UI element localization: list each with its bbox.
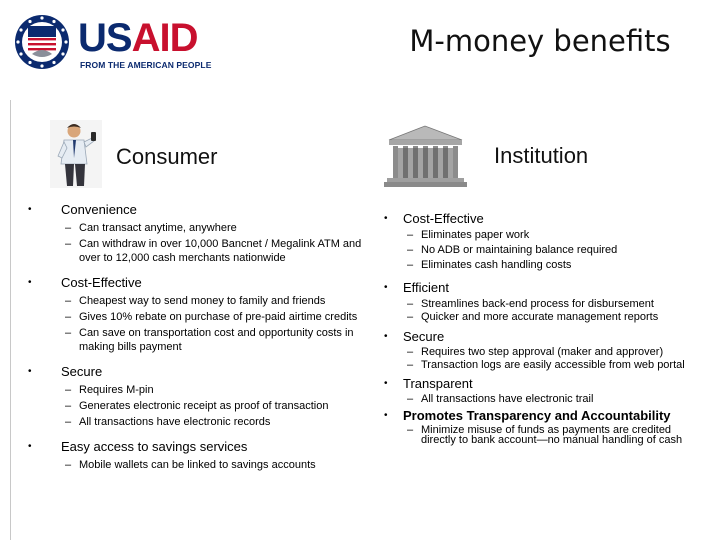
sub-list-item: – All transactions have electronic trail [407, 393, 594, 405]
consumer-benefits-list [28, 202, 368, 472]
sub-list-item: – Minimize misuse of funds as payments are credited directly to bank account—no manual handling of cash [407, 424, 683, 446]
sub-list-item: – Can save on transportation cost and opportunity costs in making bills payment [65, 327, 354, 353]
sub-list-item: – Gives 10% rebate on purchase of pre-paid airtime credits [65, 311, 358, 323]
sublist-wrapper [384, 297, 704, 324]
sublist-wrapper [28, 458, 368, 472]
usaid-seal-icon [14, 14, 70, 70]
bullet-icon: • [384, 378, 388, 389]
page-title: M-money benefits [409, 24, 671, 58]
list-item: • Cost-Effective [384, 211, 484, 226]
list-item: • Secure [384, 329, 445, 344]
institution-benefits-list [384, 211, 704, 445]
bullet-icon: • [384, 282, 388, 293]
list-item: • Promotes Transparency and Accountability [384, 408, 671, 423]
sublist-wrapper [384, 393, 704, 405]
sub-list [407, 393, 704, 405]
sublist-wrapper [384, 425, 704, 445]
list-item: • Efficient [384, 280, 450, 295]
sub-list-item: – Eliminates paper work [407, 229, 530, 241]
sub-list-item: – Quicker and more accurate management reports [407, 311, 659, 323]
list-item: • Transparent [384, 376, 473, 391]
sub-list-item: – Streamlines back-end process for disbursement [407, 298, 654, 310]
logo-tagline: FROM THE AMERICAN PEOPLE [80, 60, 212, 70]
sub-list [407, 228, 704, 273]
sub-list-item: – Transaction logs are easily accessible from web portal [407, 359, 685, 371]
sub-list [65, 294, 368, 354]
sublist-wrapper [384, 228, 704, 273]
bullet-icon: • [28, 441, 32, 452]
list-item: • Easy access to savings services [28, 439, 248, 454]
sub-list [407, 425, 704, 445]
sub-list-item: – Can withdraw in over 10,000 Bancnet / Megalink ATM and over to 12,000 cash merchants nationwide [65, 238, 362, 264]
left-divider [10, 100, 11, 540]
institution-heading: Institution [494, 143, 589, 168]
consumer-heading: Consumer [116, 144, 218, 169]
sub-list-item: – Requires M-pin [65, 384, 154, 396]
sub-list [407, 346, 704, 371]
bullet-icon: • [28, 204, 32, 215]
sub-list-item: – Generates electronic receipt as proof of transaction [65, 400, 329, 412]
list-item: • Cost-Effective [28, 275, 142, 290]
sub-list [65, 383, 368, 429]
sub-list-item: – No ADB or maintaining balance required [407, 244, 618, 256]
usaid-logo [12, 12, 212, 74]
sublist-wrapper [384, 346, 704, 371]
bullet-icon: • [384, 331, 388, 342]
bullet-icon: • [384, 410, 388, 421]
sublist-wrapper [28, 221, 368, 265]
sub-list-item: – Eliminates cash handling costs [407, 259, 572, 271]
sub-list-item: – Requires two step approval (maker and approver) [407, 346, 664, 358]
sub-list-item: – Can transact anytime, anywhere [65, 222, 237, 234]
sub-list-item: – Mobile wallets can be linked to savings accounts [65, 459, 316, 471]
sub-list [65, 221, 368, 265]
bullet-icon: • [384, 213, 388, 224]
list-item: • Convenience [28, 202, 137, 217]
sublist-wrapper [28, 383, 368, 429]
sub-list [407, 297, 704, 324]
sub-list-item: – All transactions have electronic records [65, 416, 271, 428]
bullet-icon: • [28, 277, 32, 288]
bank-building-icon [383, 124, 468, 188]
brand-wordmark: USAID [78, 16, 198, 60]
businessman-phone-icon [50, 120, 102, 188]
sub-list [65, 458, 368, 472]
bullet-icon: • [28, 366, 32, 377]
list-item: • Secure [28, 364, 103, 379]
sublist-wrapper [28, 294, 368, 354]
sub-list-item: – Cheapest way to send money to family and friends [65, 295, 326, 307]
